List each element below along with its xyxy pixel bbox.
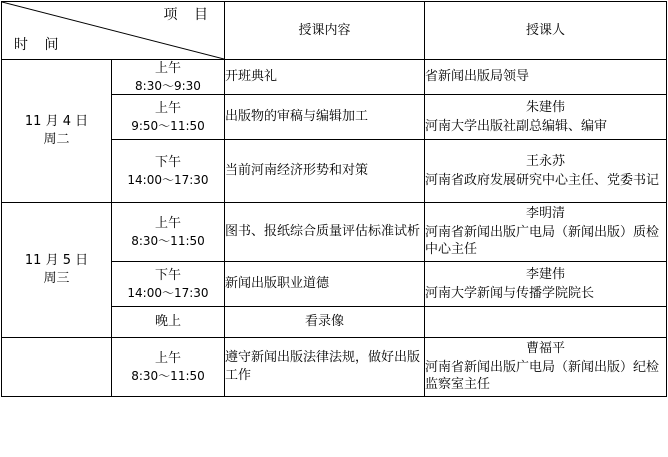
content-cell: 出版物的审稿与编辑加工 <box>225 95 425 140</box>
period-label: 上午 <box>154 61 181 77</box>
teacher-cell <box>425 203 667 262</box>
teacher-cell <box>425 60 667 95</box>
date-line-1: 11 月 5 日 <box>24 253 89 269</box>
teacher-desc: 省新闻出版局领导 <box>425 69 530 85</box>
column-header-content: 授课内容 <box>225 2 425 60</box>
teacher-desc: 河南省新闻出版广电局（新闻出版）纪检监察室主任 <box>425 359 660 393</box>
teacher-name: 曹福平 <box>525 341 565 357</box>
time-cell <box>112 60 225 95</box>
time-range: 8:30～9:30 <box>135 78 201 93</box>
date-cell <box>2 203 112 338</box>
time-cell <box>112 307 225 338</box>
time-range: 8:30～11:50 <box>131 368 205 383</box>
time-range: 14:00～17:30 <box>127 172 209 187</box>
teacher-desc: 河南省政府发展研究中心主任、党委书记 <box>425 172 660 188</box>
time-cell <box>112 203 225 262</box>
date-line-1: 11 月 4 日 <box>24 114 89 130</box>
content-cell: 开班典礼 <box>225 60 425 95</box>
time-range: 9:50～11:50 <box>131 118 205 133</box>
teacher-cell <box>425 338 667 397</box>
time-range: 8:30～11:50 <box>131 233 205 248</box>
teacher-cell <box>425 140 667 203</box>
time-cell <box>112 262 225 307</box>
content-cell: 遵守新闻出版法律法规，做好出版工作 <box>225 338 425 397</box>
period-label: 上午 <box>154 216 181 232</box>
teacher-cell <box>425 95 667 140</box>
content-cell: 看录像 <box>225 307 425 338</box>
period-label: 上午 <box>154 351 181 367</box>
table-header-row <box>2 2 667 60</box>
date-cell <box>2 338 112 397</box>
corner-time-label: 时 间 <box>14 37 65 54</box>
time-cell <box>112 95 225 140</box>
table-row <box>2 338 667 397</box>
time-range: 14:00～17:30 <box>127 285 209 300</box>
corner-header-cell <box>2 2 225 60</box>
content-cell: 新闻出版职业道德 <box>225 262 425 307</box>
table-row <box>2 60 667 95</box>
corner-item-label: 项 目 <box>163 7 214 23</box>
teacher-cell <box>425 307 667 338</box>
teacher-cell <box>425 262 667 307</box>
date-cell <box>2 60 112 203</box>
schedule-table <box>1 1 667 397</box>
date-line-2: 周三 <box>43 271 70 286</box>
teacher-name: 李明清 <box>525 206 565 222</box>
teacher-name: 李建伟 <box>525 266 565 282</box>
content-cell: 图书、报纸综合质量评估标准试析 <box>225 203 425 262</box>
teacher-name: 朱建伟 <box>525 99 565 115</box>
period-label: 晚上 <box>154 314 181 330</box>
period-label: 下午 <box>154 268 181 284</box>
column-header-teacher: 授课人 <box>425 2 667 60</box>
table-row <box>2 203 667 262</box>
content-cell: 当前河南经济形势和对策 <box>225 140 425 203</box>
teacher-desc: 河南大学新闻与传播学院院长 <box>425 285 595 301</box>
teacher-name: 王永苏 <box>525 153 565 169</box>
time-cell <box>112 338 225 397</box>
time-cell <box>112 140 225 203</box>
period-label: 上午 <box>154 101 181 117</box>
teacher-desc: 河南省新闻出版广电局（新闻出版）质检中心主任 <box>425 224 660 258</box>
teacher-desc: 河南大学出版社副总编辑、编审 <box>425 118 608 134</box>
period-label: 下午 <box>154 155 181 171</box>
date-line-2: 周二 <box>43 132 70 147</box>
